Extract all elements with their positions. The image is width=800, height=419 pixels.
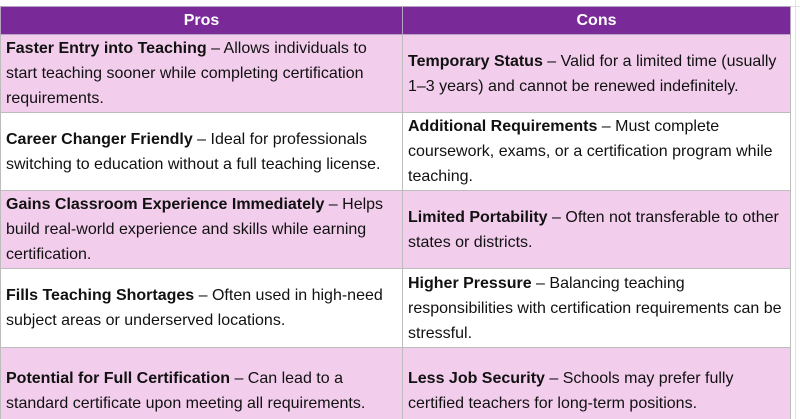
pros-description: – Often used in high-need subject areas or underserved locations. xyxy=(6,287,383,329)
cons-description: – Often not transferable to other states or districts. xyxy=(408,208,779,251)
cons-term: Higher Pressure xyxy=(408,274,532,292)
pros-description: – Ideal for professionals switching to education without a full teaching license. xyxy=(6,130,381,173)
pros-cell[interactable] xyxy=(1,191,403,269)
cons-header[interactable]: Cons xyxy=(403,7,791,35)
table-row xyxy=(1,348,791,419)
pros-term: Fills Teaching Shortages xyxy=(6,287,195,304)
cons-cell[interactable] xyxy=(403,35,791,113)
pros-description: – Allows individuals to start teaching sooner while completing certification requirements. xyxy=(6,40,367,107)
pros-cons-table xyxy=(0,6,791,419)
cons-term: Temporary Status xyxy=(408,52,543,70)
header-row xyxy=(1,7,791,35)
table-row xyxy=(1,113,791,191)
cons-cell[interactable] xyxy=(403,269,791,348)
cons-description: – Balancing teaching responsibilities with certification requirements can be stressful. xyxy=(408,274,782,342)
pros-term: Potential for Full Certification xyxy=(6,370,231,387)
table-row xyxy=(1,191,791,269)
cons-term: Less Job Security xyxy=(408,370,545,387)
table-row xyxy=(1,35,791,113)
table-row xyxy=(1,269,791,348)
pros-cell[interactable] xyxy=(1,35,403,113)
pros-term: Gains Classroom Experience Immediately xyxy=(6,196,325,213)
pros-term: Career Changer Friendly xyxy=(6,130,193,148)
cons-description: – Schools may prefer fully certified teachers for long-term positions. xyxy=(408,370,734,412)
pros-term: Faster Entry into Teaching xyxy=(6,40,207,57)
pros-description: – Helps build real-world experience and skills while earning certification. xyxy=(6,196,384,263)
cons-cell[interactable] xyxy=(403,348,791,419)
pros-description: – Can lead to a standard certificate upon meeting all requirements. xyxy=(6,370,366,412)
pros-cell[interactable] xyxy=(1,113,403,191)
pros-cell[interactable] xyxy=(1,348,403,419)
pros-cell[interactable] xyxy=(1,269,403,348)
column-gridline xyxy=(795,0,796,419)
cons-cell[interactable] xyxy=(403,191,791,269)
cons-cell[interactable] xyxy=(403,113,791,191)
cons-description: – Must complete coursework, exams, or a certification program while teaching. xyxy=(408,118,773,185)
cons-term: Limited Portability xyxy=(408,208,548,226)
cons-description: – Valid for a limited time (usually 1–3 years) and cannot be renewed indefinitely. xyxy=(408,52,777,95)
cons-term: Additional Requirements xyxy=(408,118,598,135)
pros-header[interactable]: Pros xyxy=(1,7,403,35)
